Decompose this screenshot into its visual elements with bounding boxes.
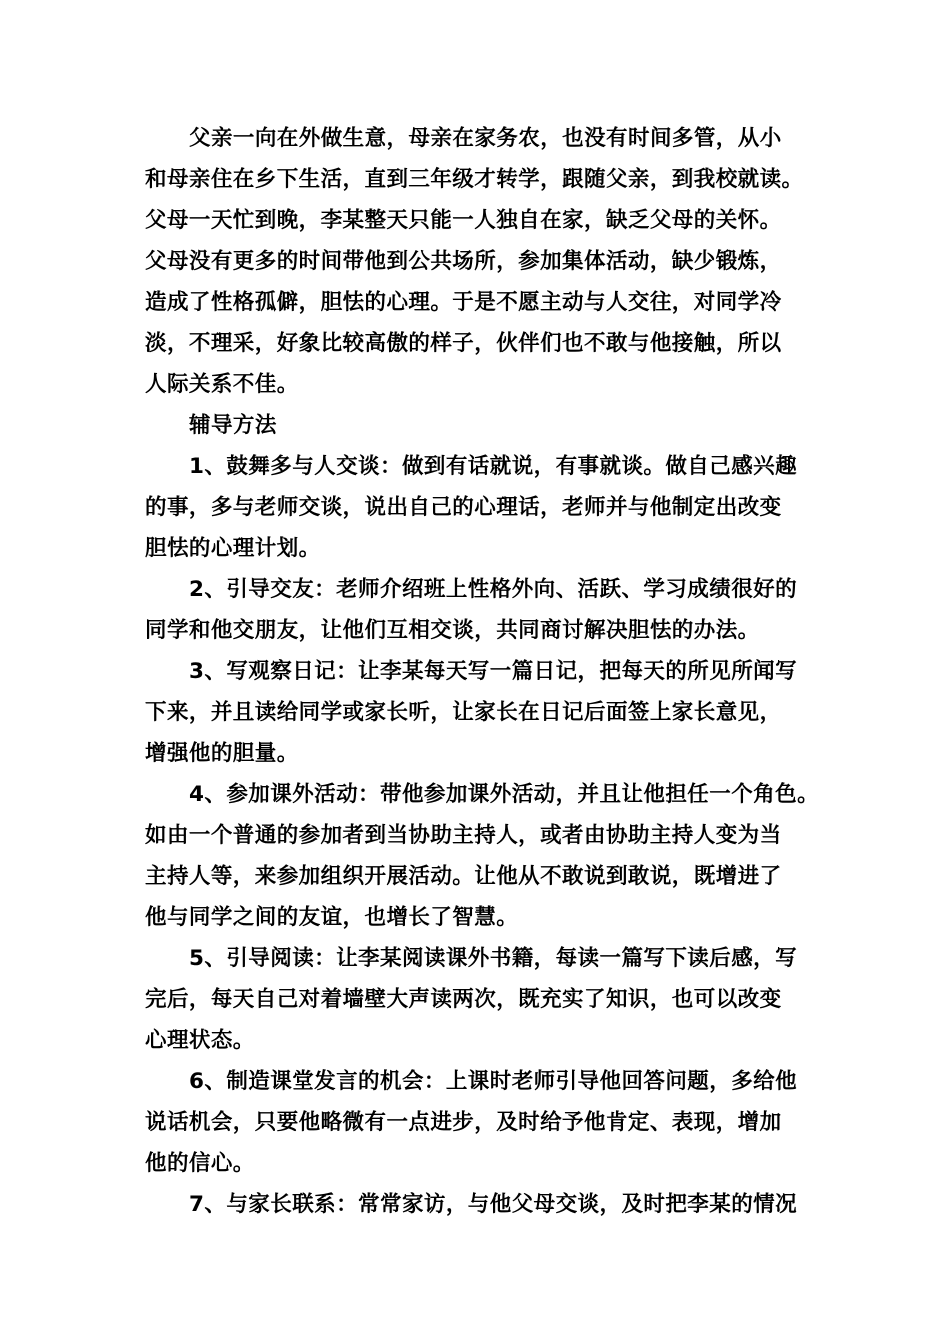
- text-line: 7、与家长联系：常常家访，与他父母交谈，及时把李某的情况: [189, 1192, 798, 1217]
- text-line: 和母亲住在乡下生活，直到三年级才转学，跟随父亲，到我校就读。: [145, 167, 804, 192]
- text-line: 1、鼓舞多与人交谈：做到有话就说，有事就谈。做自己感兴趣: [189, 454, 798, 479]
- text-line: 主持人等，来参加组织开展活动。让他从不敢说到敢说，既增进了: [145, 864, 782, 889]
- text-line: 父亲一向在外做生意，母亲在家务农，也没有时间多管，从小: [189, 126, 782, 151]
- text-line: 人际关系不佳。: [145, 372, 299, 397]
- text-line: 同学和他交朋友，让他们互相交谈，共同商讨解决胆怯的办法。: [145, 618, 760, 643]
- text-line: 4、参加课外活动：带他参加课外活动，并且让他担任一个角色。: [189, 782, 820, 807]
- document-body: [145, 118, 821, 1225]
- text-line: 的事，多与老师交谈，说出自己的心理话，老师并与他制定出改变: [145, 495, 782, 520]
- text-line: 胆怯的心理计划。: [145, 536, 321, 561]
- text-line: 辅导方法: [189, 413, 277, 438]
- text-line: 父母一天忙到晚，李某整天只能一人独自在家，缺乏父母的关怀。: [145, 208, 782, 233]
- text-line: 他的信心。: [145, 1151, 255, 1176]
- text-line: 3、写观察日记：让李某每天写一篇日记，把每天的所见所闻写: [189, 659, 798, 684]
- text-line: 心理状态。: [145, 1028, 255, 1053]
- text-line: 5、引导阅读：让李某阅读课外书籍，每读一篇写下读后感，写: [189, 946, 798, 971]
- text-line: 6、制造课堂发言的机会：上课时老师引导他回答问题，多给他: [189, 1069, 798, 1094]
- text-line: 造成了性格孤僻，胆怯的心理。于是不愿主动与人交往，对同学冷: [145, 290, 782, 315]
- text-line: 淡，不理采，好象比较高傲的样子，伙伴们也不敢与他接触，所以: [145, 331, 782, 356]
- text-line: 说话机会，只要他略微有一点进步，及时给予他肯定、表现，增加: [145, 1110, 782, 1135]
- text-line: 他与同学之间的友谊，也增长了智慧。: [145, 905, 519, 930]
- text-line: 完后，每天自己对着墙壁大声读两次，既充实了知识，也可以改变: [145, 987, 782, 1012]
- text-line: 增强他的胆量。: [145, 741, 299, 766]
- text-line: 下来，并且读给同学或家长听，让家长在日记后面签上家长意见，: [145, 700, 782, 725]
- text-line: 如由一个普通的参加者到当协助主持人，或者由协助主持人变为当: [145, 823, 782, 848]
- text-line: 2、引导交友：老师介绍班上性格外向、活跃、学习成绩很好的: [189, 577, 798, 602]
- text-line: 父母没有更多的时间带他到公共场所，参加集体活动，缺少锻炼，: [145, 249, 782, 274]
